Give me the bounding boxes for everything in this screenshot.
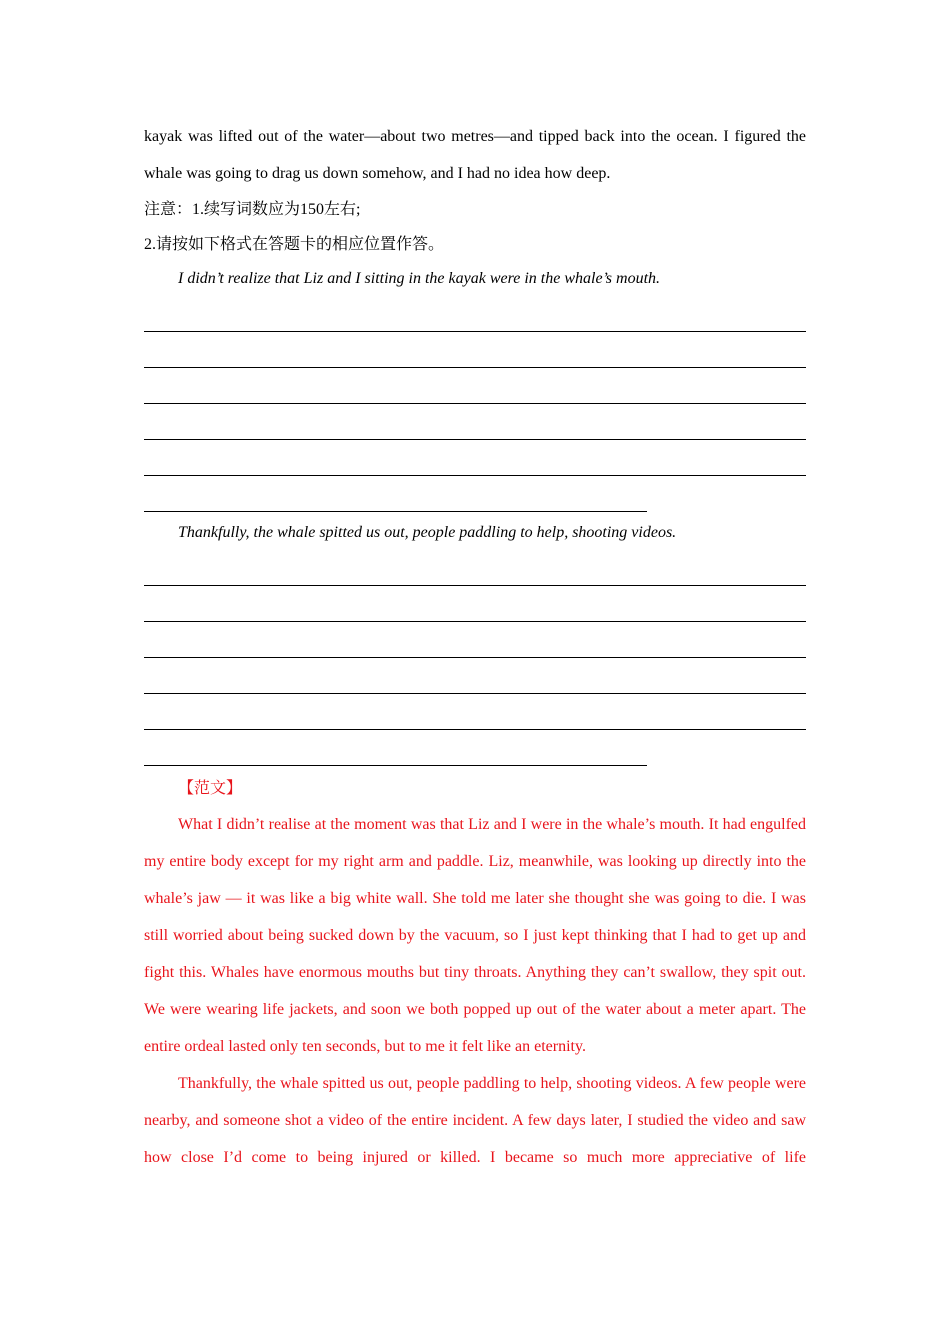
answer-line [144,658,806,694]
answer-line-short [144,730,647,766]
answer-line [144,368,806,404]
answer-line [144,404,806,440]
answer-line [144,332,806,368]
answer-line [144,550,806,586]
answer-line [144,586,806,622]
answer-line [144,694,806,730]
answer-line [144,622,806,658]
note-word-count: 注意：1.续写词数应为150左右; [144,201,361,218]
story-intro-paragraph: kayak was lifted out of the water—about two metres—and tipped back into the ocean. I figured the whale was going to drag us down somehow, and I had no idea how deep. [144,128,806,182]
answer-line [144,296,806,332]
sample-essay-heading: 【范文】 [178,780,243,797]
answer-lines-2 [144,550,806,766]
answer-line [144,440,806,476]
answer-lines-1 [144,296,806,512]
continuation-lead-2: Thankfully, the whale spitted us out, people paddling to help, shooting videos. [178,524,677,541]
sample-essay-paragraph-2: Thankfully, the whale spitted us out, people paddling to help, shooting videos. A few people were nearby, and someone shot a video of the entire incident. A few days later, I studied the video and saw how close I’d come to being injured or killed. I became so much more appreciative of life [144,1075,806,1166]
answer-line-short [144,476,647,512]
note-answer-format: 2.请按如下格式在答题卡的相应位置作答。 [144,236,445,253]
sample-essay-paragraph-1: What I didn’t realise at the moment was that Liz and I were in the whale’s mouth. It had engulfed my entire body except for my right arm and paddle. Liz, meanwhile, was looking up directly into the whale’s jaw — it was like a big white wall. She told me later she thought she was going to die. I was still worried about being sucked down by the vacuum, so I just kept thinking that I had to get up and fight this. Whales have enormous mouths but tiny throats. Anything they can’t swallow, they spit out. We were wearing life jackets, and soon we both popped up out of the water about a meter apart. The entire ordeal lasted only ten seconds, but to me it felt like an eternity. [144,816,806,1055]
document-page [144,118,806,1176]
continuation-lead-1: I didn’t realize that Liz and I sitting in the kayak were in the whale’s mouth. [178,270,661,287]
